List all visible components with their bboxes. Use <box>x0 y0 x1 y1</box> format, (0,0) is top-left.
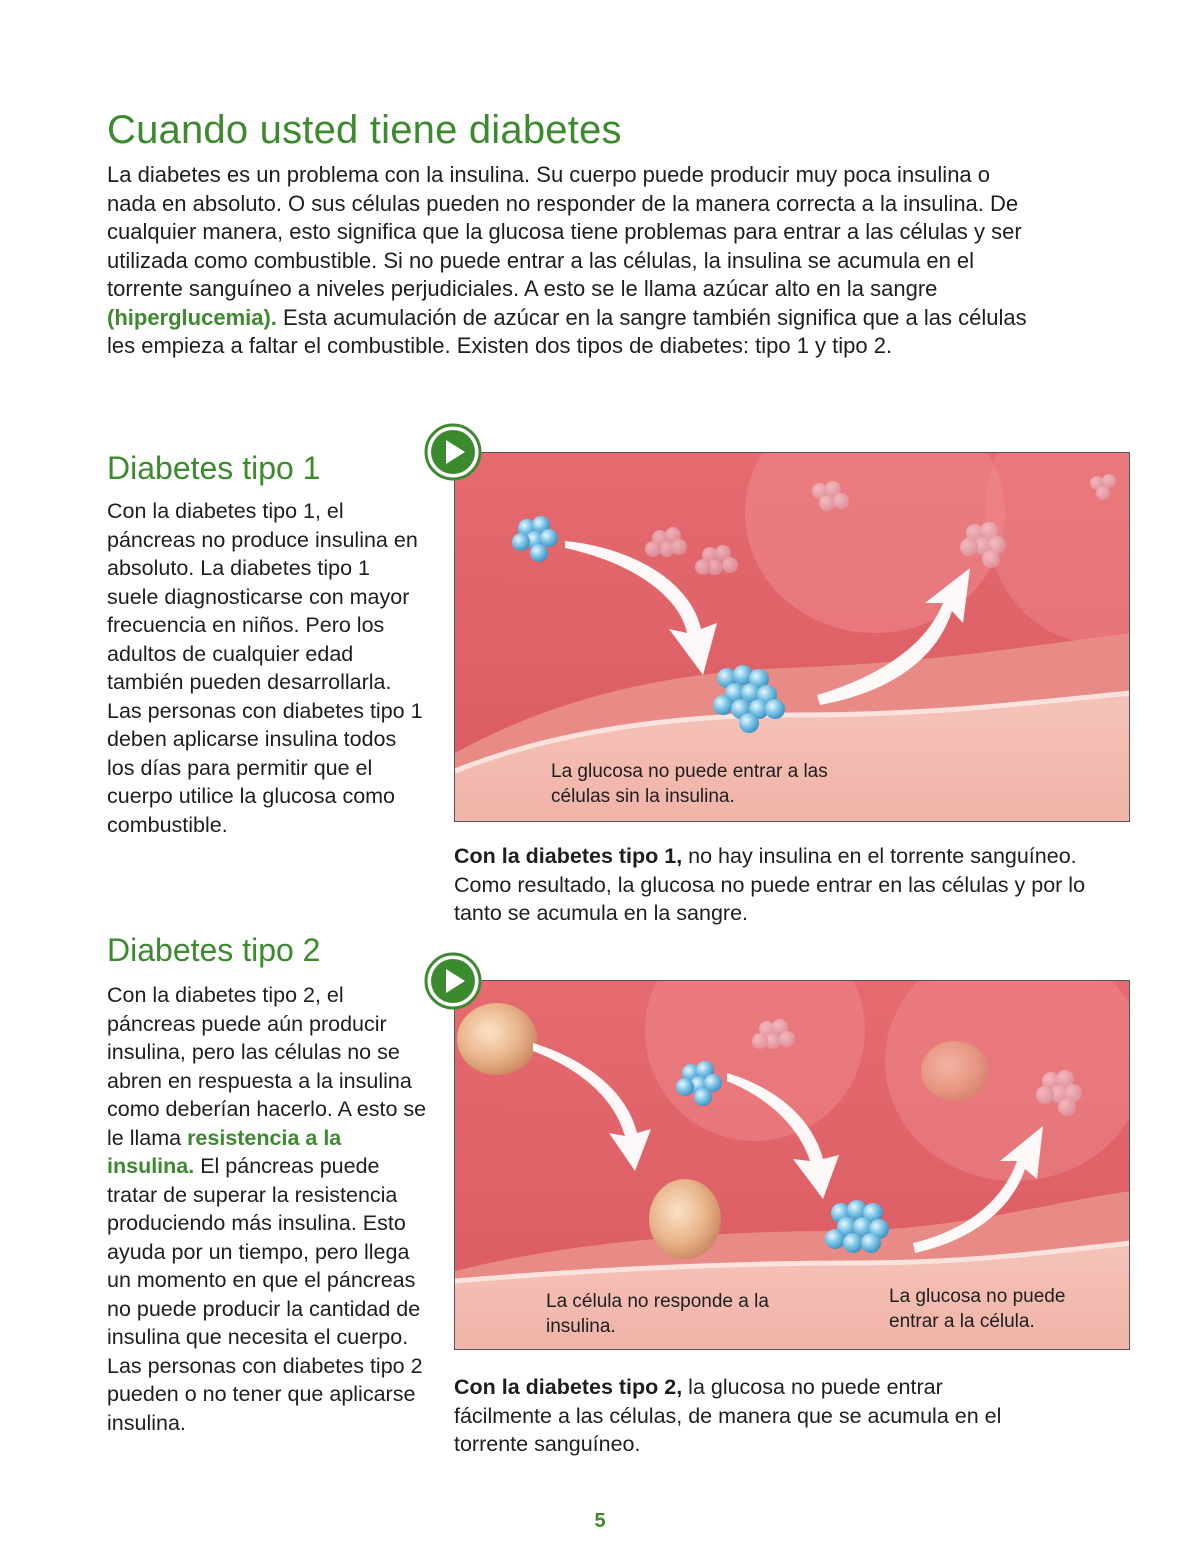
type2-caption-lead: Con la diabetes tipo 2, <box>454 1375 683 1399</box>
type2-body <box>107 981 432 1437</box>
page-number: 5 <box>594 1510 606 1532</box>
intro-paragraph <box>107 161 1037 361</box>
type2-heading: Diabetes tipo 2 <box>107 932 321 968</box>
type2-caption <box>454 1373 1034 1459</box>
type1-figure-label: La glucosa no puede entrar a las células sin la insulina. <box>551 761 828 807</box>
type1-illustration <box>454 452 1130 822</box>
intro-text-1: La diabetes es un problema con la insulina. Su cuerpo puede producir muy poca insulina o nada en absoluto. O sus células pueden no responder de la manera correcta a la insulina. De cualquier manera, esto significa que la glucosa tiene problemas para entrar a las células y ser utilizada como combustible. Si no puede entrar a las células, la insulina se acumula en el torrente sanguíneo a niveles perjudiciales. A esto se le llama azúcar alto en la sangre <box>107 162 1022 301</box>
page-title: Cuando usted tiene diabetes <box>107 108 622 152</box>
type2-body-text-1: Con la diabetes tipo 2, el páncreas puede aún producir insulina, pero las células no se abren en respuesta a la insulina como deberían hacerlo. A esto se le llama <box>107 983 427 1150</box>
intro-text-2: Esta acumulación de azúcar en la sangre también significa que a las células les empieza a faltar el combustible. Existen dos tipos de diabetes: tipo 1 y tipo 2. <box>107 304 1027 358</box>
type2-caption-text: la glucosa no puede entrar fácilmente a las células, de manera que se acumula en el torrente sanguíneo. <box>454 1375 1002 1456</box>
play-icon[interactable] <box>424 423 482 481</box>
play-icon[interactable] <box>424 952 482 1010</box>
insulin-resistance-term: resistencia a la insulina. <box>107 1125 342 1178</box>
type1-caption-text: no hay insulina en el torrente sanguíneo. Como resultado, la glucosa no puede entrar en las células y por lo tanto se acumula en la sangre. <box>454 844 1086 925</box>
type2-illustration <box>454 980 1130 1350</box>
hyperglycemia-term: (hiperglucemia). <box>107 304 277 330</box>
type2-body-text-2: El páncreas puede tratar de superar la resistencia produciendo más insulina. Esto ayuda por un tiempo, pero llega un momento en que el páncreas no puede producir la cantidad de insulina que necesita el cuerpo. Las personas con diabetes tipo 2 pueden o no tener que aplicarse insulina. <box>107 1154 423 1435</box>
type2-figure-label-right: La glucosa no puede entrar a la célula. <box>889 1286 1066 1332</box>
type1-caption <box>454 842 1094 928</box>
type1-heading: Diabetes tipo 1 <box>107 450 321 486</box>
type1-body: Con la diabetes tipo 1, el páncreas no produce insulina en absoluto. La diabetes tipo 1 suele diagnosticarse con mayor frecuencia en niños. Pero los adultos de cualquier edad también pueden desarrollarla. Las personas con diabetes tipo 1 deben aplicarse insulina todos los días para permitir que el cuerpo utilice la glucosa como combustible. <box>107 499 423 837</box>
type2-figure-label-left: La célula no responde a la insulina. <box>546 1291 769 1337</box>
type1-caption-lead: Con la diabetes tipo 1, <box>454 844 683 868</box>
